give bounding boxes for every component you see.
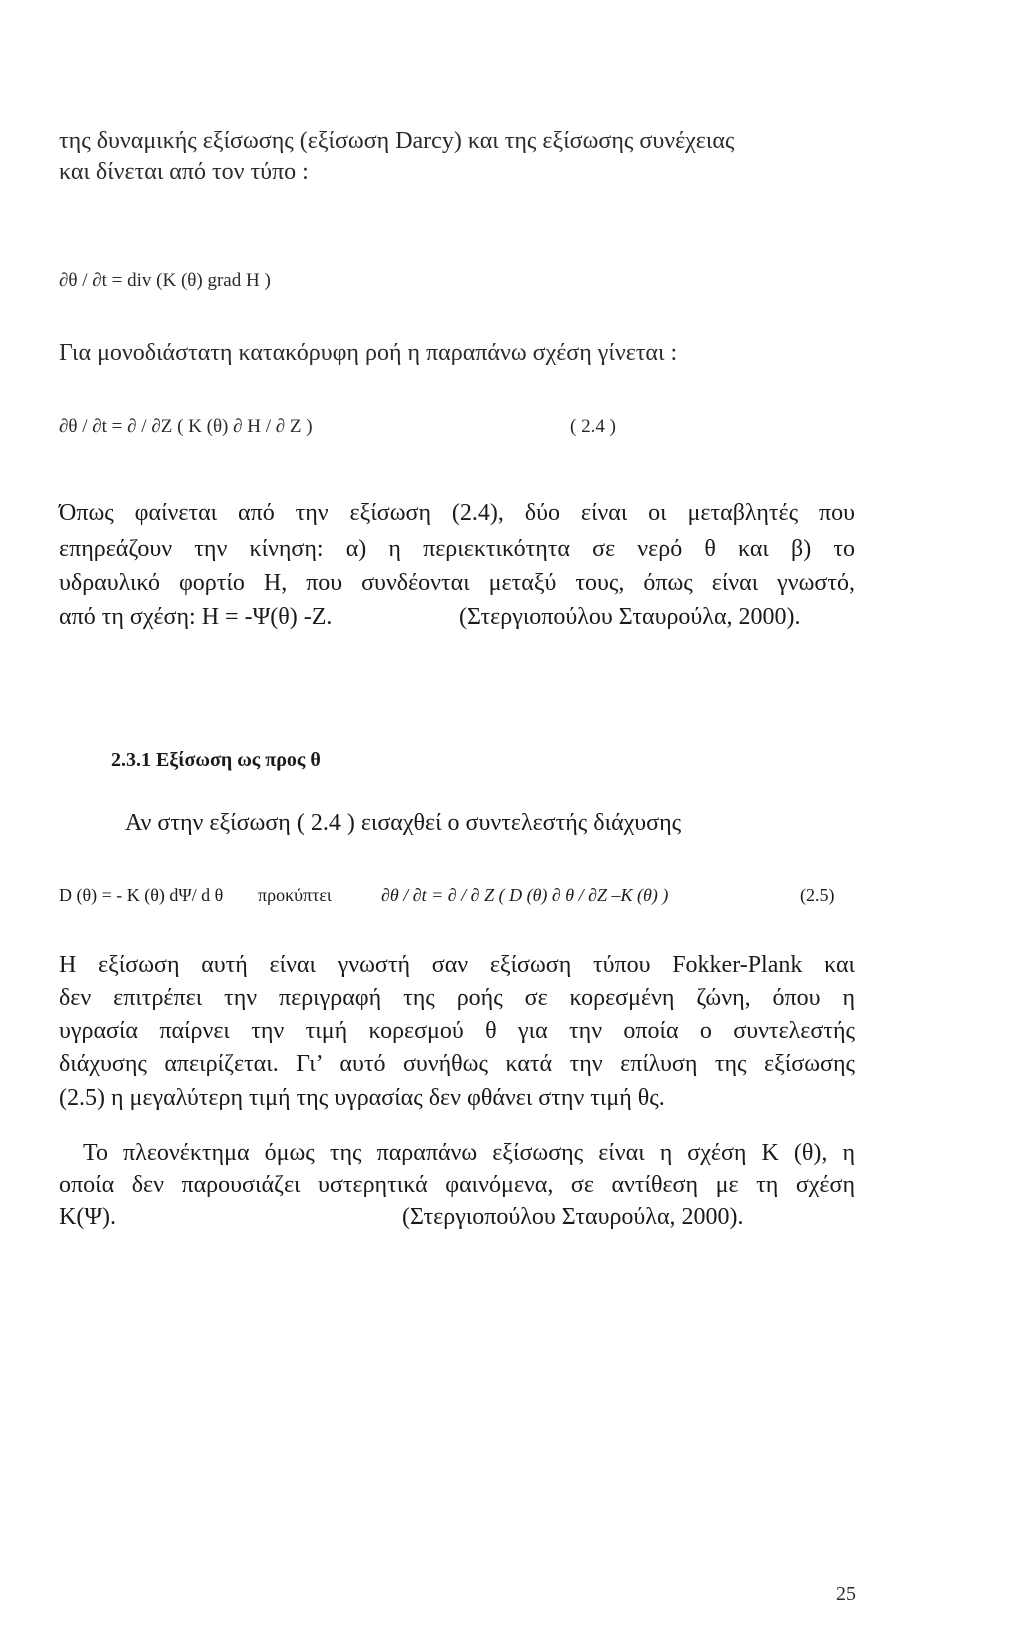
intro-line-2: και δίνεται από τον τύπο : [59, 159, 309, 185]
paragraph-2-line-1: Η εξίσωση αυτή είναι γνωστή σαν εξίσωση τύπου Fokker-Plank και [59, 952, 855, 978]
equation-2-5-tag: (2.5) [800, 885, 835, 905]
paragraph-3-line-2: οποία δεν παρουσιάζει υστερητικά φαινόμενα, σε αντίθεση με τη σχέση [59, 1172, 855, 1198]
page-number: 25 [836, 1583, 856, 1605]
equation-darcy: ∂θ / ∂t = div (K (θ) grad H ) [59, 270, 271, 291]
paragraph-3-citation: (Στεργιοπούλου Σταυρούλα, 2000). [402, 1204, 744, 1230]
paragraph-2-line-3: υγρασία παίρνει την τιμή κορεσμού θ για την οποία ο συντελεστής [59, 1018, 855, 1044]
equation-2-5-left: D (θ) = - K (θ) dΨ/ d θ [59, 885, 224, 905]
paragraph-2-line-2: δεν επιτρέπει την περιγραφή της ροής σε κορεσμένη ζώνη, όπου η [59, 985, 855, 1011]
paragraph-2-line-5: (2.5) η μεγαλύτερη τιμή της υγρασίας δεν φθάνει στην τιμή θς. [59, 1085, 665, 1111]
paragraph-1-citation: (Στεργιοπούλου Σταυρούλα, 2000). [459, 604, 801, 630]
intro-line-1: της δυναμικής εξίσωσης (εξίσωση Darcy) και της εξίσωσης συνέχειας [59, 128, 735, 154]
diffusion-intro: Αν στην εξίσωση ( 2.4 ) εισαχθεί ο συντελεστής διάχυσης [125, 810, 682, 836]
paragraph-1-line-2: επηρεάζουν την κίνηση: α) η περιεκτικότητα σε νερό θ και β) το [59, 536, 855, 562]
paragraph-2-line-4: διάχυσης απειρίζεται. Γι’ αυτό συνήθως κατά την επίλυση της εξίσωσης [59, 1051, 855, 1077]
paragraph-3-line-1: Το πλεονέκτημα όμως της παραπάνω εξίσωσης είναι η σχέση Κ (θ), η [83, 1140, 855, 1166]
paragraph-1-line-1: Όπως φαίνεται από την εξίσωση (2.4), δύο είναι οι μεταβλητές που [59, 500, 855, 526]
section-heading: 2.3.1 Εξίσωση ως προς θ [111, 749, 321, 771]
one-dimensional-intro: Για μονοδιάστατη κατακόρυφη ροή η παραπάνω σχέση γίνεται : [59, 340, 678, 366]
paragraph-1-line-4: από τη σχέση: Η = -Ψ(θ) -Ζ. [59, 604, 333, 630]
equation-2-5-right: ∂θ / ∂t = ∂ / ∂ Z ( D (θ) ∂ θ / ∂Z –K (θ) ) [381, 885, 669, 905]
equation-2-5-word: προκύπτει [258, 885, 332, 905]
paragraph-3-line-3: Κ(Ψ). [59, 1204, 117, 1230]
equation-2-4: ∂θ / ∂t = ∂ / ∂Z ( K (θ) ∂ H / ∂ Z ) [59, 416, 313, 437]
equation-2-4-tag: ( 2.4 ) [570, 416, 616, 437]
paragraph-1-line-3: υδραυλικό φορτίο Η, που συνδέονται μεταξύ τους, όπως είναι γνωστό, [59, 570, 855, 596]
